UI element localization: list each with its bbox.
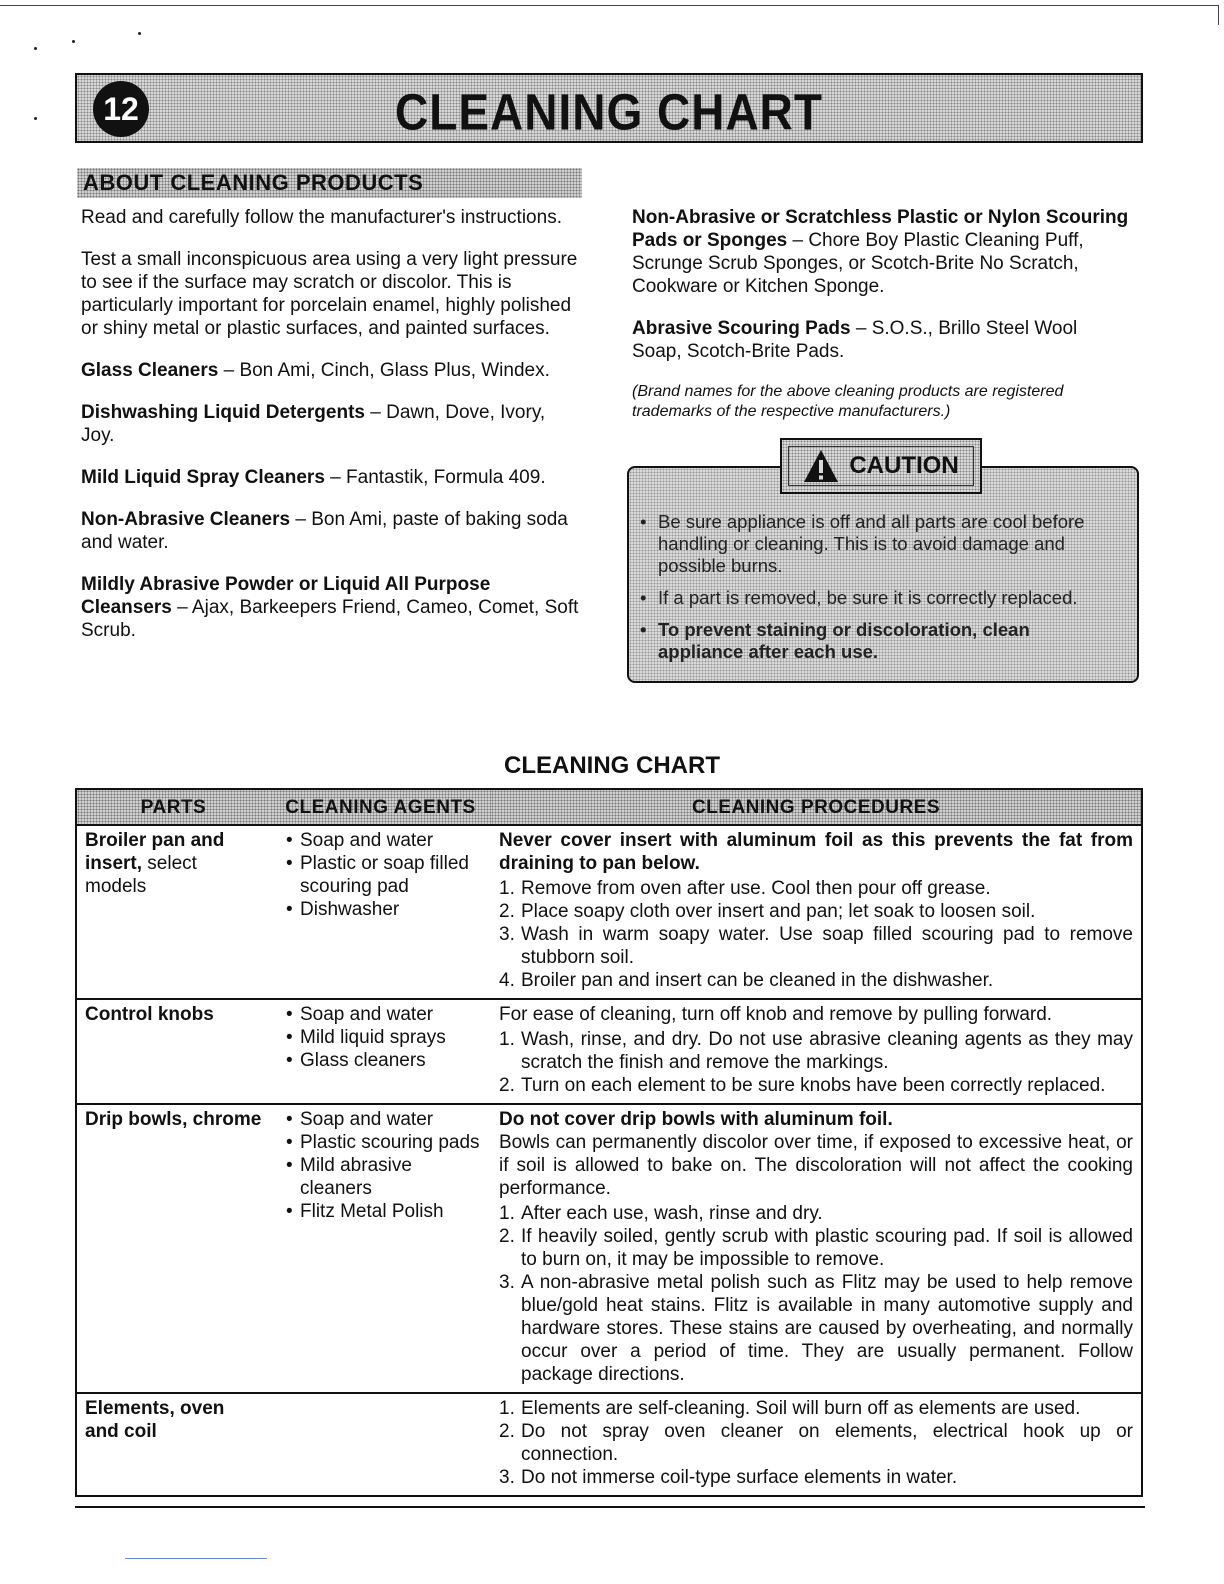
procedure-cell	[491, 825, 1142, 999]
bullet-icon: •	[640, 619, 647, 640]
procedure-cell	[491, 999, 1142, 1104]
intro-paragraph: Test a small inconspicuous area using a very light pressure to see if the surface may scratch or discolor. This is particularly important for porcelain enamel, highly polished or shiny metal or plastic surfaces, and painted surfaces.	[81, 249, 578, 339]
footer-link-underline	[125, 1558, 267, 1559]
step-text: Place soapy cloth over insert and pan; let soak to loosen soil.	[521, 901, 1036, 922]
step-text: Do not spray oven cleaner on elements, electrical hook up or connection.	[521, 1421, 1133, 1465]
procedure-intro: Bowls can permanently discolor over time, if exposed to excessive heat, or if soil is allowed to bake on. The discoloration will not affect the cooking performance.	[499, 1132, 1133, 1199]
column-header-parts: PARTS	[76, 789, 270, 825]
bullet-icon: •	[640, 511, 647, 532]
table-row	[76, 999, 1142, 1104]
table-row	[76, 825, 1142, 999]
procedure-step: 3. A non-abrasive metal polish such as Flitz may be used to help remove blue/gold heat stains. Flitz is available in many automotive supply and hardware stores. These stains are caused by overheating, and normally occur over a period of time. They are usually permanent. Follow package directions.	[499, 1272, 1133, 1385]
product-entry: Non-Abrasive Cleaners – Bon Ami, paste of baking soda and water.	[81, 509, 568, 553]
caution-label-frame	[788, 446, 974, 486]
procedure-step: 2. If heavily soiled, gently scrub with plastic scouring pad. If soil is allowed to burn on, it may be impossible to remove.	[499, 1226, 1133, 1270]
agent-text: Soap and water	[300, 830, 434, 851]
agent-text: Soap and water	[300, 1004, 434, 1025]
procedure-step: 1. Remove from oven after use. Cool then pour off grease.	[499, 878, 991, 899]
step-text: Turn on each element to be sure knobs have been correctly replaced.	[521, 1075, 1106, 1096]
agent-text: Dishwasher	[300, 899, 400, 920]
trademark-note: (Brand names for the above cleaning products are registered trademarks of the respective manufacturers.)	[632, 383, 1064, 420]
product-name: Dishwashing Liquid Detergents	[81, 402, 365, 423]
step-text: Do not immerse coil-type surface elements in water.	[521, 1467, 958, 1488]
product-brands: S.O.S., Brillo Steel Wool Soap, Scotch-Brite Pads.	[632, 318, 1078, 362]
section-number-badge: 12	[93, 81, 149, 137]
agent-text: Glass cleaners	[300, 1050, 426, 1071]
section-banner	[75, 73, 1143, 143]
part-name: Broiler pan and insert,	[85, 830, 225, 874]
product-entry: Abrasive Scouring Pads – S.O.S., Brillo Steel Wool Soap, Scotch-Brite Pads.	[632, 318, 1078, 362]
agent-item: • Flitz Metal Polish	[286, 1201, 444, 1222]
procedure-step: 1. Elements are self-cleaning. Soil will burn off as elements are used.	[499, 1398, 1081, 1419]
product-name: Mildly Abrasive Powder or Liquid All Purpose Cleansers	[81, 574, 491, 618]
step-text: Elements are self-cleaning. Soil will burn off as elements are used.	[521, 1398, 1081, 1419]
caution-item	[640, 511, 1120, 577]
agent-item: • Mild abrasive cleaners	[286, 1154, 483, 1200]
product-name: Non-Abrasive Cleaners	[81, 509, 291, 530]
part-qualifier: select models	[85, 853, 197, 897]
step-text: Wash in warm soapy water. Use soap filled scouring pad to remove stubborn soil.	[521, 924, 1133, 968]
part-cell	[76, 1104, 270, 1393]
about-cleaning-products-heading: ABOUT CLEANING PRODUCTS	[77, 168, 582, 198]
procedure-step: 4. Broiler pan and insert can be cleaned in the dishwasher.	[499, 970, 994, 991]
product-name: Mild Liquid Spray Cleaners	[81, 467, 325, 488]
agent-item: • Soap and water	[286, 830, 434, 851]
step-text: Wash, rinse, and dry. Do not use abrasive cleaning agents as they may scratch the finish and remove the markings.	[521, 1029, 1133, 1073]
part-name: Drip bowls, chrome	[85, 1109, 262, 1130]
caution-item	[640, 587, 1120, 609]
product-entry: Dishwashing Liquid Detergents – Dawn, Dove, Ivory, Joy.	[81, 402, 546, 446]
agents-cell	[270, 825, 491, 999]
caution-list	[640, 511, 1120, 673]
agent-item: • Soap and water	[286, 1004, 434, 1025]
table-row	[76, 1104, 1142, 1393]
footer-rule	[75, 1506, 1145, 1508]
cleaning-chart-table	[75, 788, 1143, 1497]
procedure-warning: Never cover insert with aluminum foil as this prevents the fat from draining to pan below.	[499, 830, 1133, 874]
page-right-rule	[1218, 5, 1219, 25]
intro-paragraph: Read and carefully follow the manufacturer's instructions.	[81, 207, 562, 228]
product-brands: Dawn, Dove, Ivory, Joy.	[81, 402, 546, 446]
part-cell	[76, 999, 270, 1104]
agent-item: • Mild liquid sprays	[286, 1027, 446, 1048]
procedure-step: 2. Do not spray oven cleaner on elements, electrical hook up or connection.	[499, 1421, 1133, 1465]
caution-item-text: Be sure appliance is off and all parts are cool before handling or cleaning. This is to avoid damage and possible burns.	[658, 511, 1085, 576]
step-text: After each use, wash, rinse and dry.	[521, 1203, 823, 1224]
about-right-column	[632, 206, 1132, 441]
product-entry: Mild Liquid Spray Cleaners – Fantastik, Formula 409.	[81, 467, 546, 488]
scan-speck	[138, 32, 141, 35]
agent-text: Plastic or soap filled scouring pad	[300, 853, 469, 897]
agent-item: • Plastic or soap filled scouring pad	[286, 852, 483, 898]
agents-cell	[270, 999, 491, 1104]
procedure-intro: For ease of cleaning, turn off knob and remove by pulling forward.	[499, 1004, 1053, 1025]
page-title: CLEANING CHART	[395, 83, 823, 141]
part-cell	[76, 825, 270, 999]
agent-text: Plastic scouring pads	[300, 1132, 480, 1153]
procedure-warning: Do not cover drip bowls with aluminum foil.	[499, 1109, 893, 1130]
product-entry: Mildly Abrasive Powder or Liquid All Purpose Cleansers – Ajax, Barkeepers Friend, Cameo, Comet, Soft Scrub.	[81, 574, 579, 641]
caution-item-text: To prevent staining or discoloration, clean appliance after each use.	[658, 619, 1030, 662]
agent-text: Mild liquid sprays	[300, 1027, 446, 1048]
cleaning-chart-title: CLEANING CHART	[504, 752, 720, 779]
scan-speck	[34, 117, 37, 120]
procedure-step: 3. Wash in warm soapy water. Use soap filled scouring pad to remove stubborn soil.	[499, 924, 1133, 968]
warning-triangle-icon	[803, 448, 839, 484]
column-header-agents: CLEANING AGENTS	[270, 789, 491, 825]
procedure-step: 3. Do not immerse coil-type surface elements in water.	[499, 1467, 958, 1488]
agent-item: • Soap and water	[286, 1109, 434, 1130]
caution-label: CAUTION	[849, 452, 959, 479]
procedure-cell	[491, 1104, 1142, 1393]
scan-speck	[72, 40, 75, 43]
product-name: Glass Cleaners	[81, 360, 219, 381]
step-text: Remove from oven after use. Cool then pour off grease.	[521, 878, 991, 899]
product-name: Abrasive Scouring Pads	[632, 318, 851, 339]
product-name: Non-Abrasive or Scratchless Plastic or Nylon Scouring Pads or Sponges	[632, 207, 1129, 251]
product-entry: Non-Abrasive or Scratchless Plastic or Nylon Scouring Pads or Sponges – Chore Boy Plastic Cleaning Puff, Scrunge Scrub Sponges, or Scotch-Brite No Scratch, Cookware or Kitchen Sponge.	[632, 207, 1129, 297]
step-text: If heavily soiled, gently scrub with plastic scouring pad. If soil is allowed to burn on, it may be impossible to remove.	[521, 1226, 1133, 1270]
agents-cell	[270, 1104, 491, 1393]
product-brands: Ajax, Barkeepers Friend, Cameo, Comet, Soft Scrub.	[81, 597, 579, 641]
product-entry: Glass Cleaners – Bon Ami, Cinch, Glass Plus, Windex.	[81, 360, 550, 381]
product-brands: Fantastik, Formula 409.	[346, 467, 546, 488]
agent-text: Soap and water	[300, 1109, 434, 1130]
agent-text: Flitz Metal Polish	[300, 1201, 444, 1222]
step-text: Broiler pan and insert can be cleaned in the dishwasher.	[521, 970, 994, 991]
procedure-step: 2. Turn on each element to be sure knobs have been correctly replaced.	[499, 1075, 1106, 1096]
procedure-step: 1. After each use, wash, rinse and dry.	[499, 1203, 823, 1224]
part-name: Elements, oven and coil	[85, 1398, 225, 1442]
procedure-step: 2. Place soapy cloth over insert and pan; let soak to loosen soil.	[499, 901, 1036, 922]
agent-text: Mild abrasive cleaners	[300, 1155, 412, 1199]
agent-item: • Dishwasher	[286, 899, 400, 920]
caution-label-tab	[780, 438, 982, 494]
column-header-procedures: CLEANING PROCEDURES	[491, 789, 1142, 825]
table-row	[76, 1393, 1142, 1496]
caution-item	[640, 619, 1120, 663]
step-text: A non-abrasive metal polish such as Flitz may be used to help remove blue/gold heat stains. Flitz is available in many automotive supply and hardware stores. These stains are caused by overheating, and normally occur over a period of time. They are usually permanent. Follow package directions.	[521, 1272, 1133, 1385]
product-brands: Chore Boy Plastic Cleaning Puff, Scrunge Scrub Sponges, or Scotch-Brite No Scratch, Cookware or Kitchen Sponge.	[632, 230, 1084, 297]
table-header-row	[76, 789, 1142, 825]
about-left-column	[81, 206, 581, 661]
scan-speck	[34, 47, 37, 50]
part-name: Control knobs	[85, 1004, 214, 1025]
agents-cell	[270, 1393, 491, 1496]
procedure-cell	[491, 1393, 1142, 1496]
page-top-rule	[0, 5, 1218, 6]
agent-item: • Plastic scouring pads	[286, 1132, 480, 1153]
agent-item: • Glass cleaners	[286, 1050, 426, 1071]
bullet-icon: •	[640, 587, 647, 608]
caution-item-text: If a part is removed, be sure it is correctly replaced.	[658, 587, 1078, 608]
product-brands: Bon Ami, paste of baking soda and water.	[81, 509, 568, 553]
procedure-step: 1. Wash, rinse, and dry. Do not use abrasive cleaning agents as they may scratch the finish and remove the markings.	[499, 1029, 1133, 1073]
product-brands: Bon Ami, Cinch, Glass Plus, Windex.	[239, 360, 550, 381]
part-cell	[76, 1393, 270, 1496]
